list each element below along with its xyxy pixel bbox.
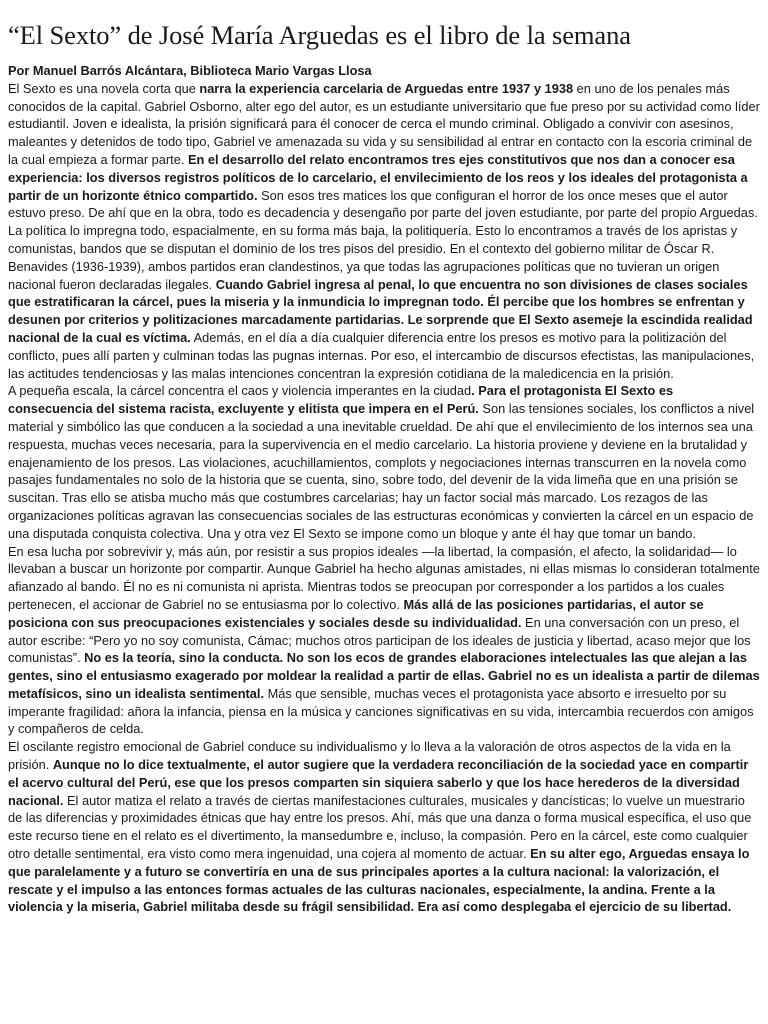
- article-paragraph-4: [8, 543, 760, 739]
- paragraph-bold-segment: No es la teoría, sino la conducta. No son los ecos de grandes elaboraciones intelectuales las que alejan a las gentes, sino el entusiasmo exagerado por moldear la realidad a partir de ellas. Gabriel no es un idealista a partir de dilemas metafísicos, sino un idealista sentimental.: [8, 650, 760, 701]
- paragraph-text-segment: Son esos tres matices los que configuran el horror de los once meses que el autor estuvo preso. De ahí que en la obra, todo es decadencia y desengaño por parte del joven estudiante, por parte del propio Arguedas.: [8, 187, 758, 221]
- article-paragraph-5: [8, 738, 760, 916]
- paragraph-text-segment: Además, en el día a día cualquier diferencia entre los presos es motivo para la politización del conflicto, pues allí parten y culminan todas las pugnas internas. Por eso, el intercambio de discursos efectistas, las manipulaciones, las actitudes tendenciosas y las malas intenciones concentran la expresión cotidiana de la maledicencia en la prisión.: [8, 329, 755, 381]
- paragraph-text-segment: A pequeña escala, la cárcel concentra el caos y violencia imperantes en la ciudad: [8, 383, 472, 399]
- article-body: [8, 80, 760, 916]
- paragraph-text-segment: En esa lucha por sobrevivir y, más aún, por resistir a sus propios ideales —la libertad, la compasión, el afecto, la solidaridad— lo llevaban a buscar un horizonte por compartir. Aunque Gabriel ha hecho algunas amistades, ni ellas mismas lo consideran totalmente afianzado al bando. Él no es ni comunista ni aprista. Mientras todos se preocupan por corresponder a los partidos a los cuales pertenecen, el accionar de Gabriel no se entusiasma por lo colectivo.: [8, 543, 760, 612]
- paragraph-text-segment: El autor matiza el relato a través de ciertas manifestaciones culturales, musicales y dancísticas; lo vuelve un muestrario de las diferencias y proximidades étnicas que hay entre los presos. Ahí, más que una danza o forma musical específica, el uso que este recurso tiene en el relato es el divertimento, la mansedumbre e, incluso, la compasión. Pero en la cárcel, este como cualquier otro detalle sentimental, era visto como mera ingenuidad, una cojera al momento de actuar.: [8, 792, 752, 862]
- paragraph-text-segment: En una conversación con un preso, el autor escribe: “Pero yo no soy comunista, Cámac; muchos otros participan de los ideales de justicia y libertad, acaso mejor que los comunistas”.: [8, 614, 751, 666]
- paragraph-bold-segment: En el desarrollo del relato encontramos tres ejes constitutivos que nos dan a conocer esa experiencia: los diversos registros políticos de lo carcelario, el envilecimiento de los reos y los ideales del protagonista a partir de un horizonte étnico compartido.: [8, 151, 748, 203]
- article-paragraph-3: [8, 382, 760, 542]
- paragraph-bold-segment: En su alter ego, Arguedas ensaya lo que paralelamente y a futuro se convertiría en una de sus principales aportes a la cultura nacional: la valorización, el rescate y el impulso a las entonces formas actuales de las culturas nacionales, especialmente, la andina. Frente a la violencia y la miseria, Gabriel militaba desde su frágil sensibilidad. Era así como desplegaba el ejercicio de su libertad.: [8, 846, 750, 915]
- paragraph-text-segment: El Sexto es una novela corta que: [8, 80, 200, 96]
- article-title: “El Sexto” de José María Arguedas es el libro de la semana: [8, 20, 631, 50]
- paragraph-text-segment: en uno de los penales más conocidos de la capital. Gabriel Osborno, alter ego del autor, es un estudiante universitario que fue preso por su actividad como líder estudiantil. Joven e idealista, la prisión significará para él conocer de cerca el mundo criminal. Obligado a convivir con asesinos, maleantes y detenidos de todo tipo, Gabriel ve amenazada su vida y su sensibilidad al entrar en contacto con la escoria criminal de la cual empieza a formar parte.: [8, 80, 760, 167]
- paragraph-bold-segment: Cuando Gabriel ingresa al penal, lo que encuentra no son divisiones de clases sociales que estratificaran la cárcel, pues la miseria y la inmundicia lo impregnan todo. Él percibe que los hombres se enfrentan y desunen por criterios y politizaciones marcadamente partidarias. Le sorprende que El Sexto asemeje la escindida realidad nacional de la cual es víctima.: [8, 276, 753, 345]
- article-paragraph-1: [8, 80, 760, 222]
- paragraph-text-segment: Más que sensible, muchas veces el protagonista yace absorto e irresuelto por su imperante fragilidad: añora la infancia, piensa en la música y canciones significativas en su vida, intercambia recuerdos con amigos y compañeros de celda.: [8, 685, 754, 737]
- paragraph-text-segment: La política lo impregna todo, espacialmente, en su forma más baja, la politiquería. Esto lo encontramos a través de los apristas y comunistas, bandos que se disputan el dominio de los tres pisos del presidio. En el contexto del gobierno militar de Óscar R. Benavides (1936-1939), ambos partidos eran clandestinos, ya que todas las agrupaciones políticas que no tuvieran un origen nacional fueron declaradas ilegales.: [8, 223, 738, 292]
- paragraph-text-segment: El oscilante registro emocional de Gabriel conduce su individualismo y lo lleva a la valoración de otros aspectos de la vida en la prisión.: [8, 739, 731, 773]
- paragraph-bold-segment: . Para el protagonista El Sexto es consecuencia del sistema racista, excluyente y elitista que impera en el Perú.: [8, 383, 674, 417]
- paragraph-bold-segment: Más allá de las posiciones partidarias, el autor se posiciona con sus preocupaciones existenciales y sociales desde su individualidad.: [8, 596, 704, 630]
- paragraph-bold-segment: Aunque no lo dice textualmente, el autor sugiere que la verdadera reconciliación de la sociedad yace en compartir el acervo cultural del Perú, ese que los presos comparten sin siquiera saberlo y que los hace herederos de la diversidad nacional.: [8, 757, 749, 808]
- article-byline: Por Manuel Barrós Alcántara, Biblioteca Mario Vargas Llosa: [8, 63, 372, 78]
- article-paragraph-2: [8, 222, 760, 382]
- paragraph-text-segment: Son las tensiones sociales, los conflictos a nivel material y simbólico las que conducen a la sociedad a una inevitable crueldad. De ahí que el envilecimiento de los internos sea una respuesta, muchas veces necesaria, para la supervivencia en el medio carcelario. La historia proviene y deviene en la brutalidad y enajenamiento de los presos. Las violaciones, acuchillamientos, complots y negociaciones internas transcurren en la novela como pasajes fundamentales no solo de la historia que se cuenta, sino, sobre todo, del devenir de la vida limeña que en una prisión se suscitan. Tras ello se atisba mucho más que costumbres carcelarias; hay un factor social más marcado. Los rezagos de las organizaciones políticas agravan las consecuencias sociales de las estructuras económicas y convierten la cárcel en un espacio de una disputada conquista colectiva. Una y otra vez El Sexto se impone como un bloque y ante él hay que tomar un bando.: [8, 401, 755, 541]
- paragraph-bold-segment: narra la experiencia carcelaria de Arguedas entre 1937 y 1938: [199, 80, 574, 96]
